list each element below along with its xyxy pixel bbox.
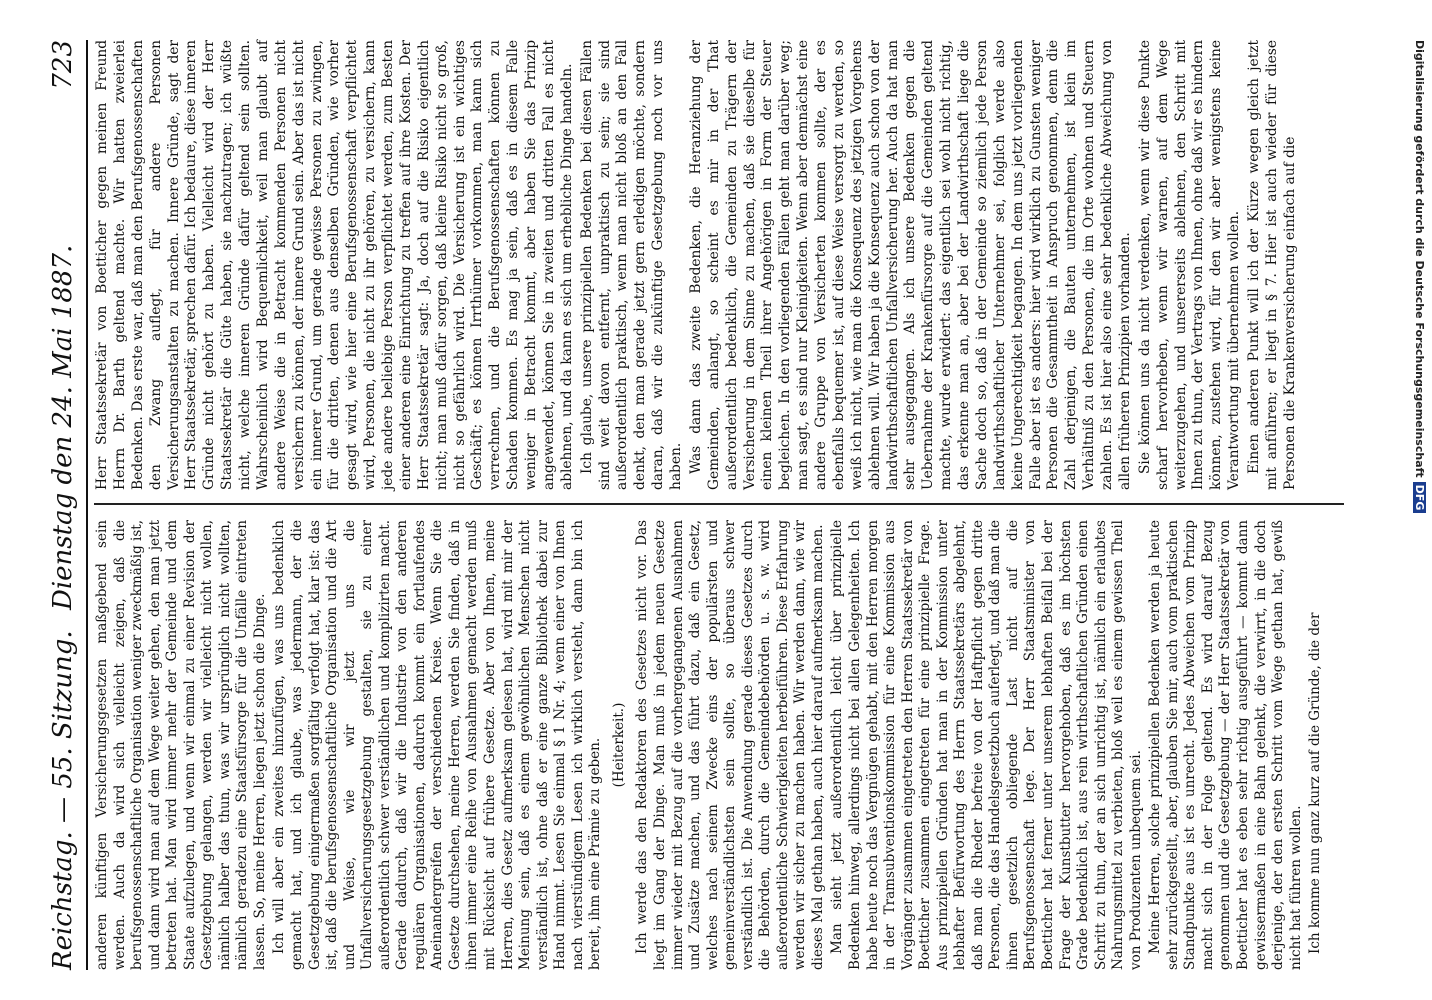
- paragraph: Ich komme nun ganz kurz auf die Gründe, die der: [1307, 612, 1324, 954]
- right-column: [94, 40, 1302, 490]
- credit-text: Digitalisierung gefördert durch die Deutsche Forschungsgemeinschaft: [1413, 40, 1426, 478]
- paragraph: Einen anderen Punkt will ich der Kürze wegen gleich jetzt mit anführen; er liegt in § 7. Hier ist auch wieder für diese Personen die Krankenversicherung einfach auf die: [1246, 40, 1298, 490]
- paragraph: Ich glaube, unsere prinzipiellen Bedenken bei diesen Fällen sind weit davon entfernt, unpraktisch zu sein; sie sind außerordentlich praktisch, wenn man nicht bloß an den Fall denkt, den man gerade jetzt gern erledigen möchte, sondern daran, daß wir die zukünftige Gesetzgebung noch vor uns haben.: [578, 40, 684, 490]
- paragraph: Herr Staatssekretär von Boetticher gegen meinen Freund Herrn Dr. Barth geltend machte. Wir hatten zweierlei Bedenken. Das erste war, daß man den Berufsgenossenschaften den Zwang auflegt, für andere Personen Versicherungsanstalten zu machen. Innere Gründe, sagt der Herr Staatssekretär, sprechen dafür. Ich bedaure, diese inneren Gründe nicht gehört zu haben. Vielleicht wird der Herr Staatssekretär die Güte haben, sie nachzutragen; ich wüßte nicht, welche inneren Gründe dafür geltend sein sollten. Wahrscheinlich wird Bequemlichkeit, weil man glaubt auf andere Weise die in Betracht kommenden Personen nicht versichern zu können, der innere Grund sein. Aber das ist nicht ein innerer Grund, um gerade gewisse Personen zu zwingen, für die dritten, denen aus denselben Gründen, wie vorher gesagt wird, wie hier eine Berufsgenossenschaft verpflichtet wird, Personen, die nicht zu ihr gehören, zu versichern, kann jede andere beliebige Person verpflichtet werden, zum Besten einer anderen eine Einrichtung zu treffen auf ihre Kosten. Der Herr Staatssekretär sagt: Ja, doch auf die Risiko eigentlich nicht; man muß dafür sorgen, daß kleine Risiko nicht so groß, nicht so gefährlich wird. Die Versicherung ist ein wichtiges Geschäft; es können Irrthümer vorkommen, man kann sich verrechnen, und die Berufsgenossenschaften können zu Schaden kommen. Es mag ja sein, daß es in diesem Falle weniger in Betracht kommt, aber haben Sie das Prinzip angewendet, können Sie in zweiten und dritten Fall es nicht ablehnen, und da kann es sich um erhebliche Dinge handeln.: [94, 40, 575, 490]
- interjection: (Heiterkeit.): [610, 702, 627, 788]
- paragraph: Ich will aber ein zweites hinzufügen, was uns bedenklich gemacht hat, und ich glaube, was jedermann, der die Gesetzgebung einigermaßen sorgfältig verfolgt hat, klar ist: das ist, daß die berufsgenossenschaftliche Organisation und die Art und Weise, wie wir jetzt uns die Unfallversicherungsgesetzgebung gestalten, sie zu einer außerordentlich schwer verständlichen und komplizirten macht. Gerade dadurch, daß wir die Industrie von den anderen regulären Organisationen, dadurch kommt ein fortlaufendes Aneinandergreifen der verschiedenen Kreise. Wenn Sie die Gesetze durchsehen, meine Herren, werden Sie finden, daß in ihnen immer eine Reihe von Ausnahmen gemacht werden muß mit Rücksicht auf frühere Gesetze. Aber von Ihnen, meine Herren, dies Gesetz aufmerksam gelesen hat, wird mit mir der Meinung sein, daß es einem gewöhnlichen Menschen nicht verständlich ist, ohne daß er eine ganze Bibliothek dabei zur Hand nimmt. Lesen Sie einmal § 1 Nr. 4; wenn einer von Ihnen nach vierstündigem Lesen ich wirklich versteht, dann bin ich bereit, ihm eine Prämie zu geben.: [271, 520, 604, 970]
- paragraph: Man sieht jetzt außerordentlich leicht über prinzipielle Bedenken hinweg, allerdings nicht bei allen Gelegenheiten. Ich habe heute noch das Vergnügen gehabt, mit den Herren morgen in der Tramsubventionskommission für eine Kommission aus Vorgänger zusammen eingetreten den Herren Staatssekretär von Boetticher zusammen eingetreten für eine prinzipielle Frage. Aus prinzipiellen Gründen hat man in der Kommission unter lebhafter Befürwortung des Herrn Staatssekretärs abgelehnt, daß man die Rheder befreie von der Haftpflicht gegen dritte Personen, die das Handelsgesetzbuch auferlegt, und daß man die ihnen gesetzlich obliegende Last nicht auf die Berufsgenossenschaft lege. Der Herr Staatsminister von Boetticher hat ferner unter unserem lebhaften Beifall bei der Frage der Kunstbutter hervorgehoben, daß es im höchsten Grade bedenklich ist, aus rein wirthschaftlichen Gründen einen Schritt zu thun, der an sich unrichtig ist, nämlich ein erlaubtes Nahrungsmittel zu verbieten, bloß weil es einem gewissen Theil von Produzenten unbequem sei.: [829, 520, 1144, 970]
- paragraph: Sie können uns da nicht verdenken, wenn wir diese Punkte scharf hervorheben, wenn wir warnen, auf dem Wege weiterzugehen, und unsererseits ablehnen, den Schritt mit Ihnen zu thun, der Vertrags von Ihnen, ohne daß wir es hindern können, zustehen wird, für den wir aber wenigstens keine Verantwortung mit übernehmen wollen.: [1136, 40, 1243, 490]
- dfg-logo: DFG: [1413, 482, 1426, 514]
- page-header: [44, 40, 84, 970]
- digitization-credit: [1402, 40, 1426, 960]
- paragraph: anderen künftigen Versicherungsgesetzen maßgebend sein werden. Auch da wird sich vielleicht zeigen, daß die berufsgenossenschaftliche Organisation weniger zweckmäßig ist, und dann wird man auf dem Wege weiter gehen, den man jetzt betreten hat. Man wird immer mehr der Gemeinde und dem Staate aufzulegen, und wenn wir einmal zu einer Revision der Gesetzgebung gelangen, werden wir vielleicht nicht wollen, nämlich halber das thun, was wir ursprünglich nicht wollten, nämlich geradezu eine Staatsfürsorge für die Unfälle eintreten lassen. So, meine Herren, liegen jetzt schon die Dinge.: [94, 520, 268, 970]
- paragraph: Was dann das zweite Bedenken, die Heranziehung der Gemeinden, anlangt, so scheint es mir in der That außerordentlich bedenklich, die Gemeinden zu Trägern der Versicherung in dem Sinne zu machen, daß sie dieselbe für einen kleinen Theil ihrer Angehörigen in Form der Steuer begleichen. In den vorliegenden Fällen geht man darüber weg; man sagt, es sind nur Kleinigkeiten. Wenn aber demnächst eine andere Gruppe von Versicherten kommen sollte, der es ebenfalls bequemer ist, auf diese Weise versorgt zu werden, so weiß ich nicht, wie man die Konsequenz des jetzigen Vorgehens ablehnen will. Wir haben ja die Konsequenz auch schon von der landwirthschaftlichen Unfallversicherung her. Auch da hat man sehr ausgegangen. Als ich unsere Bedenken gegen die Uebernahme der Krankenfürsorge auf die Gemeinden geltend machte, wurde erwidert: das eigentlich sei wohl nicht richtig, das erkenne man an, aber bei der Landwirthschaft liege die Sache doch so, daß in der Gemeinde so ziemlich jede Person landwirthschaftlicher Unternehmer sei, folglich werde also keine Ungerechtigkeit begangen. In dem uns jetzt vorliegenden Falle aber ist es anders: hier wird wirklich zu Gunsten weniger Personen die Gesammtheit in Anspruch genommen, denn die Zahl derjenigen, die Bauten unternehmen, ist klein im Verhältniß zu den Personen, die im Orte wohnen und Steuern zahlen. Es ist hier also eine sehr bedenkliche Abweichung von allen früheren Prinzipien vorhanden.: [687, 40, 1133, 490]
- paragraph: Meine Herren, solche prinzipiellen Bedenken werden ja heute sehr zurückgestellt, aber, glauben Sie mir, auch vom praktischen Standpunkte aus ist es unrecht. Jedes Abweichen vom Prinzip macht sich in der Folge geltend. Es wird darauf Bezug genommen und die Gesetzgebung — der Herr Staatssekretär von Boetticher hat es eben sehr richtig ausgeführt — kommt dann gewissermaßen in eine Bahn gelenkt, die verwirrt, in die doch derjenige, der den ersten Schritt vom Wege gethan hat, gewiß nicht hat führen wollen.: [1147, 520, 1304, 970]
- header-session: Reichstag. — 55. Sitzung.: [48, 630, 78, 970]
- left-column: [94, 520, 1327, 970]
- paragraph: Ich werde das den Redaktoren des Gesetzes nicht vor. Das liegt im Gang der Dinge. Man muß in jedem neuen Gesetze immer wieder mit Bezug auf die vorhergegangenen Ausnahmen und Zusätze machen, und das führt dazu, daß ein Gesetz, welches nach seinem Zwecke eins der populärsten und gemeinverständlichsten sein sollte, so überaus schwer verständlich ist. Die Anwendung gerade dieses Gesetzes durch die Behörden, durch die Gemeindebehörden u. s. w. wird außerordentliche Schwierigkeiten herbeiführen. Diese Erfahrung werden wir sicher zu machen haben. Wir werden dann, wie wir dieses Mal gethan haben, auch hier darauf aufmerksam machen.: [634, 520, 826, 970]
- page-number: 723: [48, 40, 78, 90]
- column-divider: [94, 503, 1344, 505]
- header-rule: [86, 40, 88, 970]
- header-date: Dienstag den 24. Mai 1887.: [48, 244, 78, 610]
